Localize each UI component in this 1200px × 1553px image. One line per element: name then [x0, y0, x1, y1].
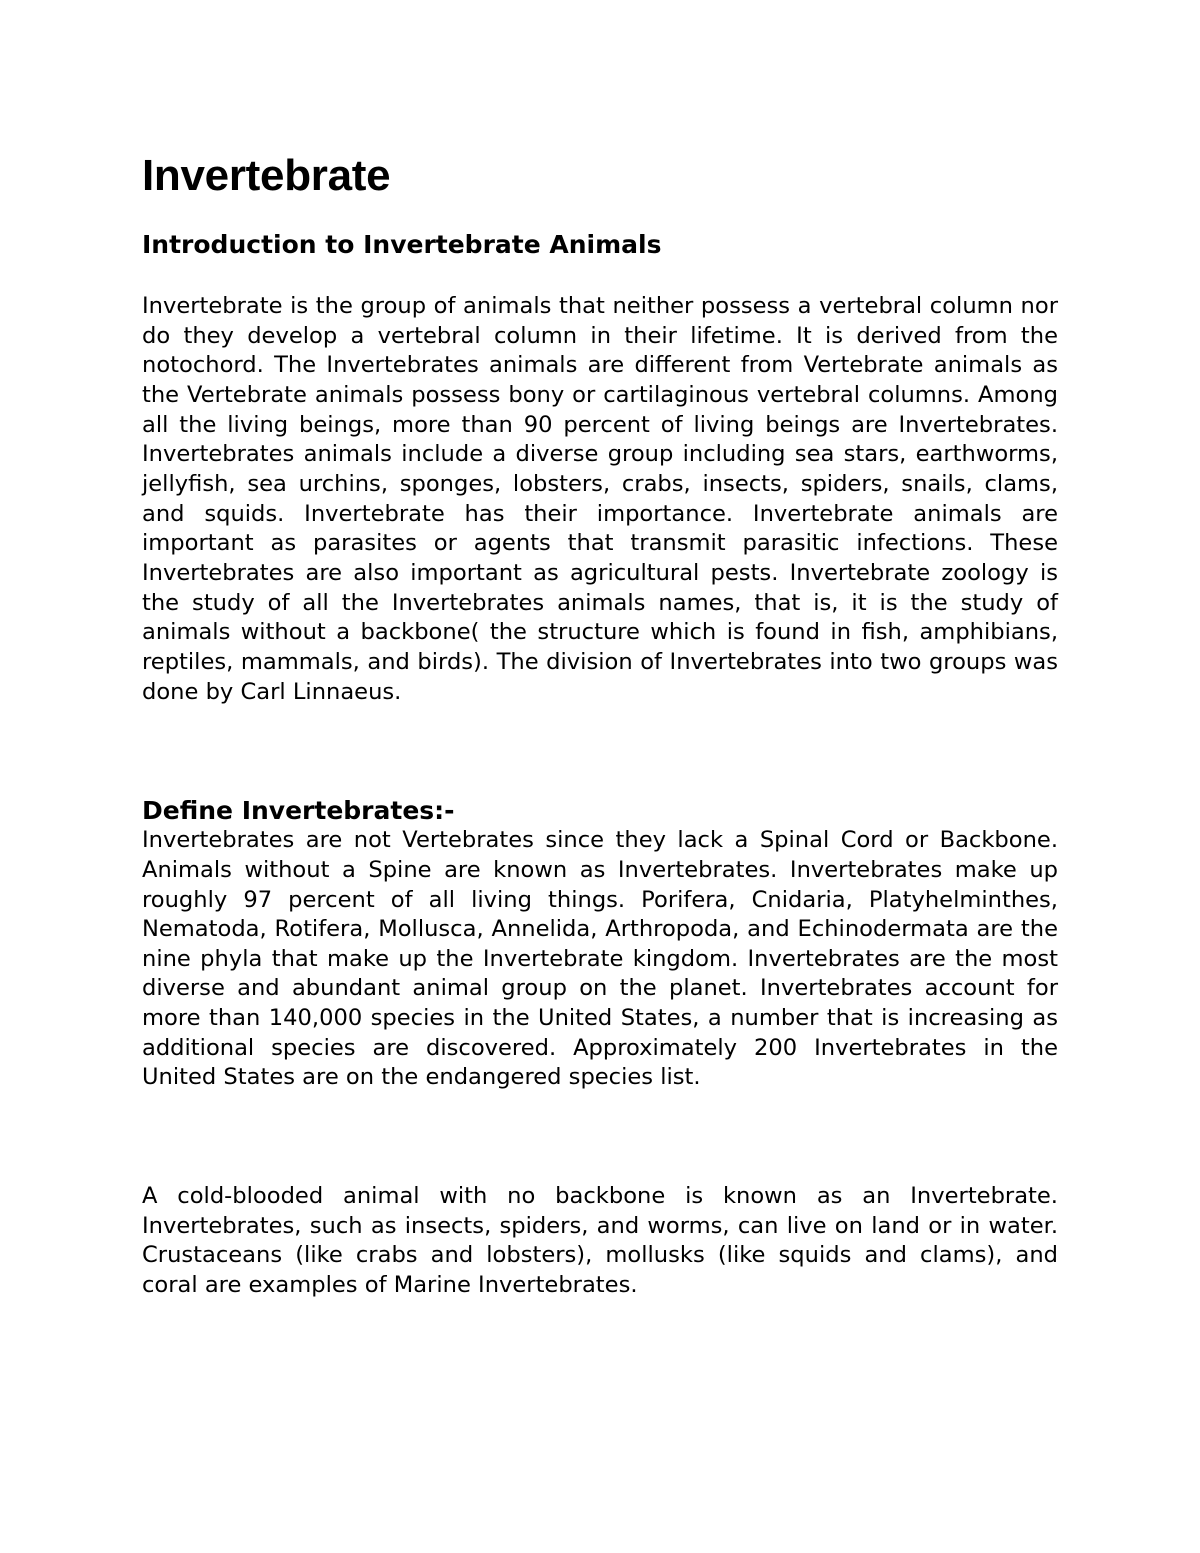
section-heading-define: Define Invertebrates:- [142, 796, 455, 826]
document-title: Invertebrate [142, 151, 391, 200]
paragraph-introduction: Invertebrate is the group of animals that neither possess a vertebral column nor do they develop a vertebral column in their lifetime. It is derived from the notochord. The Invertebrates animals are different from Vertebrate animals as the Vertebrate animals possess bony or cartilaginous vertebral columns. Among all the living beings, more than 90 percent of living beings are Invertebrates. Invertebrates animals include a diverse group including sea stars, earthworms, jellyfish, sea urchins, sponges, lobsters, crabs, insects, spiders, snails, clams, and squids. Invertebrate has their importance. Invertebrate animals are important as parasites or agents that transmit parasitic infections. These Invertebrates are also important as agricultural pests. Invertebrate zoology is the study of all the Invertebrates animals names, that is, it is the study of animals without a backbone( the structure which is found in fish, amphibians, reptiles, mammals, and birds). The division of Invertebrates into two groups was done by Carl Linnaeus. [142, 293, 1058, 705]
document-page [142, 148, 1058, 1301]
paragraph-define: Invertebrates are not Vertebrates since they lack a Spinal Cord or Backbone. Animals without a Spine are known as Invertebrates. Invertebrates make up roughly 97 percent of all living things. Porifera, Cnidaria, Platyhelminthes, Nematoda, Rotifera, Mollusca, Annelida, Arthropoda, and Echinodermata are the nine phyla that make up the Invertebrate kingdom. Invertebrates are the most diverse and abundant animal group on the planet. Invertebrates account for more than 140,000 species in the United States, a number that is increasing as additional species are discovered. Approximately 200 Invertebrates in the United States are on the endangered species list. [142, 827, 1058, 1091]
section-heading-introduction: Introduction to Invertebrate Animals [142, 230, 662, 259]
paragraph-cold-blooded: A cold-blooded animal with no backbone is known as an Invertebrate. Invertebrates, such as insects, spiders, and worms, can live on land or in water. Crustaceans (like crabs and lobsters), mollusks (like squids and clams), and coral are examples of Marine Invertebrates. [142, 1183, 1058, 1299]
